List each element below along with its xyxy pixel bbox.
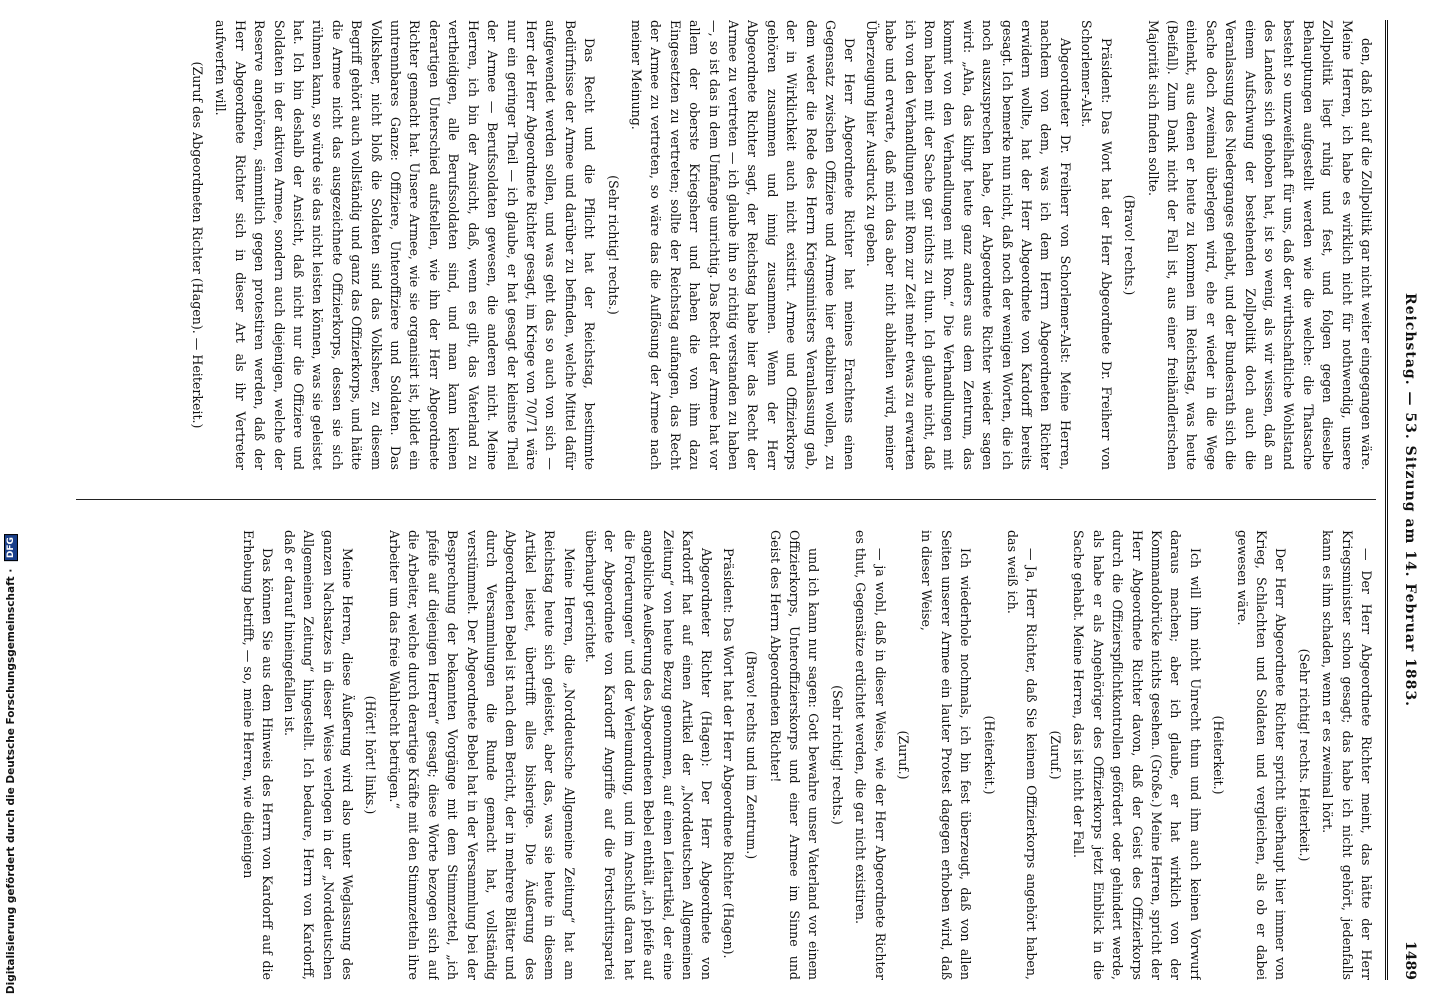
interjection: (Zuruf.) — [896, 730, 912, 780]
interjection: (Heiterkeit.) — [1211, 715, 1227, 795]
page-header — [1394, 20, 1418, 980]
paragraph: Abgeordneter Richter (Hagen): Der Herr Abgeordnete von Kardorff hat auf einen Artikel der „Norddeutschen Allgemeinen Zeitung“ von heute Bezug genommen, auf einen Leitartikel, der eine angebliche Aeußerung des Abgeordneten Bebel enthält „ich pfeife auf die Forderungen“ und der Verleumdung, und im Anschluß daran hat der Abgeordnete von Kardorff Angriffe auf die Fortschrittspartei überhaupt gerichtet. — [582, 530, 715, 980]
dfg-logo: DFG — [4, 534, 18, 561]
left-column — [56, 20, 1376, 470]
paragraph: Ich will ihm nicht Unrecht thun und ihm auch keinen Vorwurf daraus machen; aber ich glaube, er hat wirklich von der Kommandobrücke nichts gesehen. (Große.) Meine Herren, spricht der Herr Abgeordnete Richter davon, daß der Geist des Offizierkorps durch die Offizierspflichtkontrollen gefördert oder gehindert werde, als habe er als Angehöriger des Offizierkorps jetzt Einblick in die Sache gehabt. Meine Herren, das ist nicht der Fall. — [1071, 530, 1203, 980]
header-rule — [1385, 20, 1388, 980]
paragraph: Der Herr Abgeordnete Richter spricht überhaupt hier immer von Krieg, Schlachten und Soldaten und vergleichen, als ob er dabei gewesen wäre. — [1234, 530, 1289, 980]
interjection: (Hört! hört! links.) — [363, 695, 379, 815]
digitization-credit — [4, 534, 18, 994]
paragraph: — Ja, Herr Richter, daß Sie keinem Offizierkorps angehört haben, das weiß ich. — [1005, 530, 1040, 980]
page-number: 1489 — [1402, 941, 1418, 980]
interjection: (Zuruf.) — [1047, 730, 1063, 780]
interjection: (Sehr richtig! rechts.) — [605, 175, 621, 315]
rotated-newspaper-page — [28, 0, 1432, 1000]
paragraph: den, daß ich auf die Zollpolitik gar nicht weiter eingegangen wäre. Meine Herren, ich habe es wirklich nicht für nothwendig, unsere Zollpolitik liegt ruhig und fest, und folgen gegen dieselbe Behauptungen aufgestellt werden wie die welche: die Thatsache besteht so unzweifelhaft für uns, daß der wirthschaftliche Wohlstand des Landes sich gehoben hat, ist so wenig, als wir wissen, daß an einem Aufschwung der bestehenden Zollpolitik doch auch die Veranlassung des Niederganges gehabt, und der Bundesrath sich die Sache doch zweimal überlegen wird, ehe er wieder in die Wege einlenkt, aus denen er heute zu kommen im Reichstag, was heute (Beifall). Zum Dank nicht der Fall ist, aus einer freihändlerischen Majorität sich finden sollte. — [1145, 20, 1374, 470]
interjection: (Sehr richtig! rechts. Heiterkeit.) — [1296, 648, 1312, 862]
interjection: (Heiterkeit.) — [981, 715, 997, 795]
paragraph: Präsident: Das Wort hat der Herr Abgeordnete Richter (Hagen). — [720, 548, 736, 959]
paragraph: Ich wiederhole nochmals, ich bin fest überzeugt, daß von allen Seiten unserer Armee ein lauter Protest dagegen erhoben wird, daß in dieser Weise, — [919, 530, 974, 980]
right-column — [56, 530, 1376, 980]
paragraph: Meine Herren, diese Äußerung wird also unter Weglassung des ganzen Nachsatzes in dieser Weise verlogen in der „Norddeutschen Allgemeinen Zeitung“ hingestellt. Ich bedaure, Herrn von Kardorff, daß er darauf hineingefallen ist. — [281, 530, 356, 980]
paragraph: Abgeordneter Dr. Freiherr von Schorlemer-Alst: Meine Herren, nachdem von dem, was ich dem Herrn Abgeordneten Richter erwidern wollte, hat der Herr Abgeordnete von Kardorff bereits gesagt. Ich bemerke nun nicht, daß noch der wenigen Worten, die ich noch auszusprechen habe, der Abgeordnete Richter wieder sagen wird: „Aha, das klingt heute ganz anders aus dem Zentrum, das kommt von den Verhandlungen mit Rom.“ Die Verhandlungen mit Rom haben mit der Sache gar nichts zu thun. Ich glaube nicht, daß ich von den Verhandlungen mit Rom zur Zeit mehr etwas zu erwarten habe und erwarte, daß mich das aber nicht abhalten wird, meiner Überzeugung hier Ausdruck zu geben. — [863, 20, 1073, 470]
paragraph: Das Recht und die Pflicht hat der Reichstag, bestimmte Bedürfnisse der Armee und darüber zu befinden, welche Mittel dafür aufgewendet werden sollen, und was geht das so auch von sich — Herr der Herr Abgeordnete Richter gesagt, im Kriege von 70/71 wäre nur ein geringer Theil — ich glaube, er hat gesagt der kleinste Theil der Armee — Berufssoldaten gewesen, die anderen nicht. Meine Herren, ich bin der Ansicht, daß, wenn es gilt, das Vaterland zu vertheidigen, alle Berufssoldaten sind, und man kann keinen derartigen Unterschied aufstellen, wie ihn der Herr Abgeordnete Richter gemacht hat. Unsere Armee, wie sie organisirt ist, bildet ein untrennbares Ganze: Offiziere, Unteroffiziere und Soldaten. Das Volksheer, nicht bloß die Soldaten sind das Volksheer, zu diesem Begriff gehört auch vollständig und ganz das Offizierkorps, und hätte die Armee nicht das ausgezeichnete Offizierkorps, dessen sie sich rühmen kann, so würde sie das nicht leisten können, was sie geleistet hat. Ich bin deshalb der Ansicht, daß nicht nur die Offiziere und Soldaten in der aktiven Armee, sondern auch diejenigen, welche der Reserve angehören, sämmtlich gegen protestiren werden, daß der Herr Abgeordnete Richter sich in dieser Art als ihr Vertreter aufwerfen will. — [213, 20, 598, 470]
interjection: (Bravo! rechts und im Zentrum.) — [744, 650, 760, 860]
interjection: (Bravo! rechts.) — [1122, 194, 1138, 296]
paragraph: und ich kann nur sagen: Gott bewahre unser Vaterland vor einem Offizierkorps, Unteroffizierskorps und einer Armee im Sinne und Geist des Herrn Abgeordneten Richter! — [767, 530, 822, 980]
paragraph: Das können Sie aus dem Hinweis des Herrn von Kardorff auf die Erhebung betrifft, — so, meine Herren, wie diejenigen — [241, 530, 276, 980]
paragraph: Präsident: Das Wort hat der Herr Abgeordnete Dr. Freiherr von Schorlemer-Alst. — [1079, 20, 1114, 470]
digitization-sidebar — [2, 0, 24, 1000]
column-divider — [76, 499, 1376, 500]
credit-text: Digitalisierung gefördert durch die Deutsche Forschungsgemeinschaft · — [5, 568, 17, 994]
paragraph: Meine Herren, die „Norddeutsche Allgemeine Zeitung“ hat am Reichstag heute sich geleistet, aber das, was sie heute in diesem Artikel leistet, übertrifft alles bisherige. Die Äußerung des Abgeordneten Bebel ist nach dem Bericht, der in mehrere Blätter und durch Versammlungen die Runde gemacht hat, vollständig verstümmelt. Der Abgeordnete Bebel hat in der Versammlung bei der Besprechung der bekannten Vorgänge mit dem Stimmzettel, „ich pfeife auf diejenigen Herren“ gesagt; diese Worte bezogen sich auf die Arbeiter, welche durch derartige Kräfte mit den Stimmzetteln ihre Arbeiter um das freie Wahlrecht betrügen.“ — [386, 530, 577, 980]
paragraph: — Der Herr Abgeordnete Richter meint, das hätte der Herr Kriegsminister schon gesagt; das habe ich nicht gehört, jedenfalls kann es ihm schaden, wenn er es zweimal hört. — [1320, 530, 1374, 980]
paragraph: Der Herr Abgeordnete Richter hat meines Erachtens einen Gegensatz zwischen Offiziere und Armee hier etabliren wollen, zu dem weder die Rede des Herrn Kriegsministers Veranlassung gab, der in Wirklichkeit auch nicht existirt. Armee und Offizierkorps gehören zusammen und innig zusammen. Wenn der Herr Abgeordnete Richter sagt, der Reichstag habe hier das Recht der Armee zu vertreten — ich glaube ihn so richtig verstanden zu haben —, so ist das in dem Umfange unrichtig. Das Recht der Armee hat vor allem der oberste Kriegsherr und haben die von ihm dazu Eingesetzten zu vertreten; sollte der Reichstag aufangen, das Recht der Armee zu vertreten, so wäre das die Auflösung der Armee nach meiner Meinung. — [628, 20, 858, 470]
paragraph: — ja wohl, daß in dieser Weise, wie der Herr Abgeordnete Richter es thut, Gegensätze erdichtet werden, die gar nicht existiren. — [853, 530, 888, 980]
interjection: (Sehr richtig! rechts.) — [829, 685, 845, 825]
interjection: (Zuruf des Abgeordneten Richter (Hagen). — Heiterkeit.) — [190, 61, 206, 429]
running-title: Reichstag. — 53. Sitzung am 14. Februar 1883. — [1402, 292, 1418, 708]
